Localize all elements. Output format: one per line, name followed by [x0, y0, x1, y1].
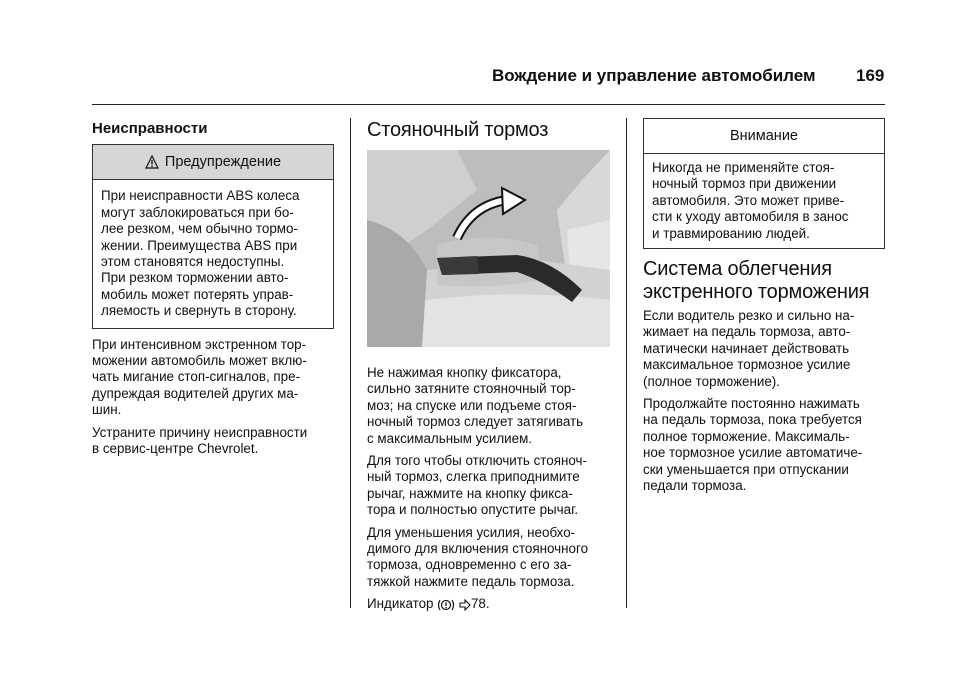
paragraph: Продолжайте постоянно нажимать на педаль тормоза, пока требуется полное торможение. Максималь- ное тормозное усилие автоматиче- ски уменьшается при отпускании педали тормоза.: [643, 396, 863, 494]
column-1: [92, 121, 334, 464]
column-2: [367, 119, 611, 619]
indicator-page-ref: 78.: [470, 596, 490, 612]
paragraph: Для того чтобы отключить стояноч- ный тормоз, слегка приподнимите рычаг, нажмите на кнопку фикса- тора и полностью опустите рычаг.: [367, 453, 587, 518]
header-divider: [92, 104, 885, 105]
paragraph: Для уменьшения усилия, необхо- димого для включения стояночного тормоза, одновременно с его за- тяжкой нажмите педаль тормоза.: [367, 524, 589, 589]
caution-body: Никогда не применяйте стоя- ночный тормоз при движении автомобиля. Это может приве- сти к уходу автомобиля в занос и травмированию людей.: [652, 160, 849, 241]
paragraph: Устраните причину неисправности в сервис-центре Chevrolet.: [92, 424, 308, 457]
page-header-title: Вождение и управление автомобилем: [492, 66, 816, 85]
warning-header: [93, 145, 333, 180]
column-divider-2: [626, 118, 627, 608]
section-heading-faults: Неисправности: [92, 120, 208, 137]
parking-brake-indicator-icon: [437, 598, 455, 612]
indicator-line: [367, 596, 611, 612]
indicator-label: Индикатор: [367, 596, 434, 612]
paragraph: При интенсивном экстренном тор- можении автомобиль может вклю- чать мигание стоп-сигналов, пре- дупреждая водителей других ма- шин.: [92, 336, 307, 418]
paragraph: Если водитель резко и сильно на- жимает на педаль тормоза, авто- матически начинает действовать максимальное тормозное усилие (полное торможение).: [643, 308, 855, 389]
section-heading-brake-assist: Система облегчения экстренного торможения: [643, 258, 870, 304]
caution-header: Внимание: [644, 119, 884, 154]
warning-body: При неисправности ABS колеса могут заблокироваться при бо- лее резком, чем обычно тормо- жении. Преимущества ABS при этом становятся недоступны. При резком торможении авто- мобиль может потерять управ- ляемость и свернуть в сторону.: [101, 188, 300, 319]
warning-box: [92, 144, 334, 328]
column-divider-1: [350, 118, 351, 608]
column-3: [643, 118, 885, 501]
caution-box: [643, 118, 885, 249]
warning-triangle-icon: [145, 155, 159, 169]
paragraph: Не нажимая кнопку фиксатора, сильно затяните стояночный тор- моз; на спуске или подъеме стоя- ночный тормоз следует затягивать с максимальным усилием.: [367, 365, 584, 446]
parking-brake-photo: [367, 150, 610, 347]
page-reference-icon: [459, 599, 471, 611]
warning-title: Предупреждение: [164, 154, 282, 171]
section-heading-parking-brake: Стояночный тормоз: [367, 119, 549, 141]
page-number: 169: [856, 66, 885, 85]
